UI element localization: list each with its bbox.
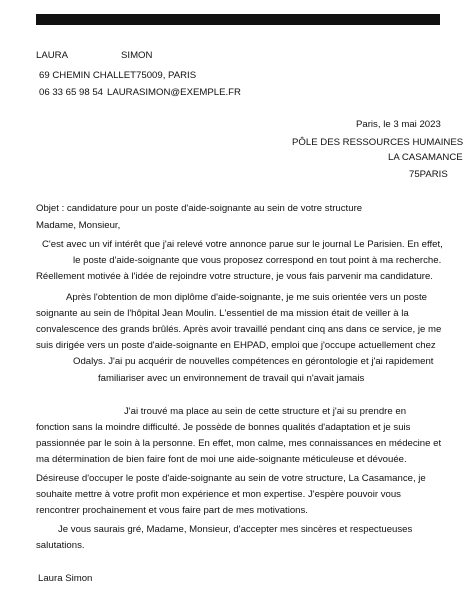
recipient-city: 75PARIS [409,169,448,180]
paragraph-3-line: ma détermination de bien faire font de moi une aide-soignante méticuleuse et dévouée. [36,454,407,465]
header-bar [36,14,440,25]
sender-phone: 06 33 65 98 54 [39,87,104,98]
paragraph-4-line: rencontrer prochainement et vous faire part de mes motivations. [36,505,308,516]
paragraph-2-line: soignante au sein de l'hôpital Jean Moulin. L'essentiel de ma mission était de veiller à la [36,308,409,319]
paragraph-1-line: Réellement motivée à l'idée de rejoindre votre structure, je vous fais parvenir ma candidature. [36,271,433,282]
paragraph-3-line: J'ai trouvé ma place au sein de cette structure et j'ai su prendre en [124,406,407,417]
letter-subject: Objet : candidature pour un poste d'aide-soignante au sein de votre structure [36,203,363,214]
paragraph-4-line: Désireuse d'occuper le poste d'aide-soignante au sein de votre structure, La Casamance, je [36,473,426,484]
paragraph-2-line: suis dirigée vers un poste d'aide-soignante en EHPAD, emploi que j'occupe actuellement chez [36,340,436,351]
closing-line: Je vous saurais gré, Madame, Monsieur, d'accepter mes sincères et respectueuses [58,524,413,535]
paragraph-3-line: fonction sans la moindre difficulté. Je possède de bonnes qualités d'adaptation et je suis [36,422,411,433]
letter-date: Paris, le 3 mai 2023 [356,119,441,130]
paragraph-1-line: C'est avec un vif intérêt que j'ai relevé votre annonce parue sur le journal Le Parisien. En effet, [42,239,443,250]
sender-address: 69 CHEMIN CHALLET75009, PARIS [39,70,197,81]
signature: Laura Simon [38,573,93,584]
recipient-department: PÔLE DES RESSOURCES HUMAINES [292,137,464,148]
sender-email: LAURASIMON@EXEMPLE.FR [107,87,241,98]
closing-line: salutations. [36,540,85,551]
paragraph-2-line: Odalys. J'ai pu acquérir de nouvelles compétences en gérontologie et j'ai rapidement [73,356,434,367]
sender-last-name: SIMON [121,50,153,61]
letter-greeting: Madame, Monsieur, [36,220,121,231]
paragraph-3-line: passionnée par le soin à la personne. En effet, mon calme, mes connaissances en médecine et [36,438,442,449]
paragraph-2-line: convalescence des grands brûlés. Après avoir travaillé pendant cinq ans dans ce service, je me [36,324,442,335]
sender-first-name: LAURA [36,50,68,61]
paragraph-1-line: le poste d'aide-soignante que vous proposez correspond en tout point à ma recherche. [73,255,442,266]
paragraph-2-line: Après l'obtention de mon diplôme d'aide-soignante, je me suis orientée vers un poste [66,292,427,303]
paragraph-2-line: familiariser avec un environnement de travail qui n'avait jamais [98,373,365,384]
paragraph-4-line: souhaite mettre à votre profit mon expérience et mon expertise. J'espère pouvoir vous [36,489,401,500]
recipient-company: LA CASAMANCE [388,152,463,163]
